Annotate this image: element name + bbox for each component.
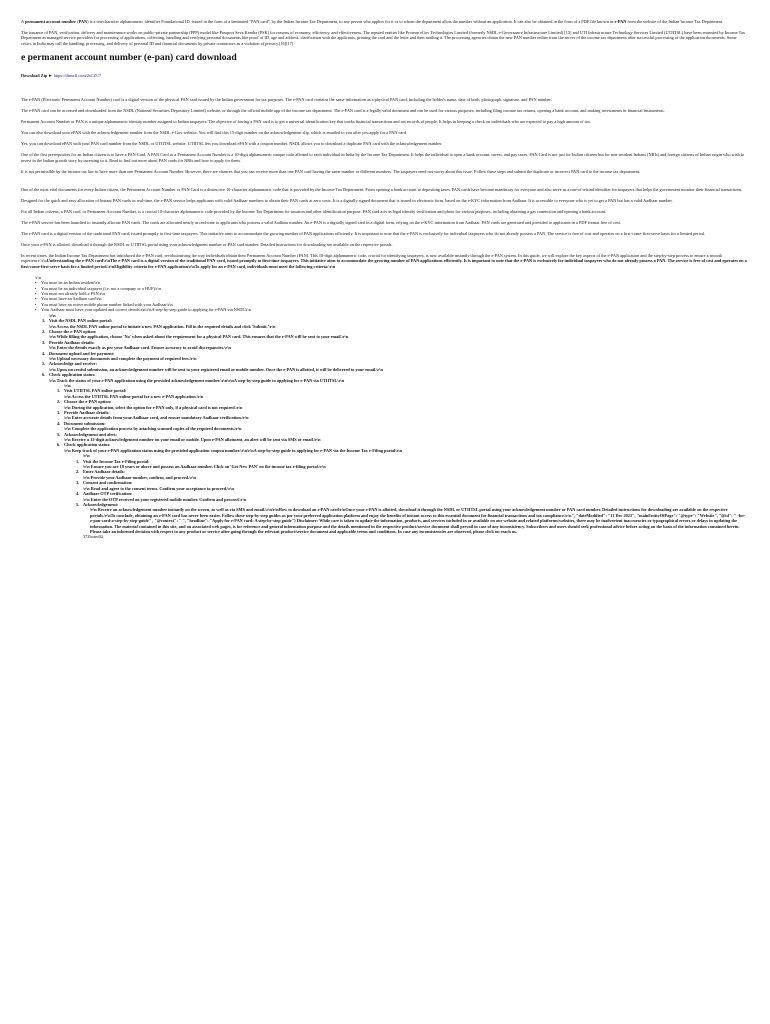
step-detail: \r\n Receive a 15-digit acknowledgement number on your email or mobile. Upon e-PAN allotment, an alert will be sent via SMS or email.\r\n — [64, 437, 321, 443]
utiitsl-step: 1. Visit UTIITSL PAN online portal: \r\n Access the UTIITSL PAN online portal for a new e-PAN application.\r\n — [57, 388, 747, 399]
body-paragraph: Permanent Account Number or PAN is a unique alphanumeric identity number assigned to Indian taxpayers. The objective of having a PAN card is to get a universal identification key that tracks financial transactions and tax records of people. It helps in keeping a check on individuals who are expected to pay a high amount of tax. — [21, 119, 591, 125]
body-paragraph: Designed for the quick and easy allocation of Instant PAN cards in real-time, the e-PAN service helps applicants with valid Aadhaar numbers to obtain their PAN cards at zero costs. It is a digitally signed document that is issued in electronic form, based on the e-KYC information from Aadhaar. It is accessible to everyone who is yet to get a PAN but has a valid Aadhaar number. — [21, 198, 673, 204]
intro-paragraph-issuance: The issuance of PAN, verification, delivery and maintenance works on public-private partnership (PPP) model like Passport Seva Kendra (PSK) for reasons of economy, efficiency, and effectiveness. The reputed entities like Protean eGov Technologies Limited (formerly NSDL e-Governance Infrastructure Limited) [15] and UTI Infrastructure Technology Services Limited (UTIITSL) have been entrusted by Income Tax Department as managed service providers for processing of applications, collecting, handling and verifying personal documents like proof of ID, age and address, clarification with the applicants, printing the card and the letter and then mailing it. The processing agencies obtain the new PAN number online from the server of the income tax department after successful processing of the application documents. Some critics in India may call the handling, processing, and delivery of personal ID and financial documents by private contractors as a violation of privacy.[16][17] — [21, 30, 746, 46]
step-detail: \r\n Access the UTIITSL PAN online portal for a new e-PAN application.\r\n — [64, 393, 204, 399]
article-body — [21, 97, 747, 269]
download-link[interactable]: https://tlinurll.com/2sCZC7 — [53, 72, 102, 78]
efiling-steps-list — [76, 453, 747, 540]
step-title: Acknowledgement: — [83, 501, 119, 507]
criteria-item: • You must be an individual taxpayer (i.e. not a company or a HUF)\r\n — [35, 286, 747, 291]
nsdl-step: 4. Document upload and fee payment: \r\n Upload necessary documents and complete the payment of required fees.\r\n — [42, 351, 747, 362]
efiling-lead: \r\n — [83, 453, 90, 459]
step-detail: \r\n Provide your Aadhaar number, confirm, and proceed.\r\n — [83, 474, 196, 480]
efiling-step: 1. Visit the Income Tax e-Filing portal: \r\n Ensure you are 18 years or above and possess an Aadhaar number. Click on 'Get New PAN' on the income tax e-filing portal.\r\n — [76, 459, 747, 470]
utiitsl-step: 5. Acknowledgement and alert: \r\n Receive a 15-digit acknowledgement number on your email or mobile. Upon e-PAN allotment, an alert will be sent via SMS or email.\r\n — [57, 432, 747, 443]
step-detail: \r\n Ensure you are 18 years or above and possess an Aadhaar number. Click on 'Get New PAN' on the income tax e-filing portal.\r\n — [83, 464, 326, 470]
nsdl-step: 3. Provide Aadhaar details: \r\n Enter the details exactly as per your Aadhaar card. Ensure accuracy to avoid discrepancies.\r\n — [42, 340, 747, 351]
step-detail: \r\n Upload necessary documents and complete the payment of required fees.\r\n — [49, 355, 197, 361]
step-detail: \r\n Receive an acknowledgement number instantly on the screen, as well as via SMS and email.\r\n\r\nHow to download an e-PAN card\r\nOnce your e-PAN is allotted, download it through the NSDL or UTIITSL portal using your acknowledgement number or PAN card number. Detailed instructions for downloading are available on the respective portals.\r\nTo conclude, obtaining an e-PAN card has never been easier. Follow these step-by-step guides as per your preferred application platform and enjoy the benefits of instant access to this essential document for financial transactions and tax compliance.\r\n", "dateModified": "11 Dec 2023", "mainEntityOfPage": "@type": "Website", "@id": " -for-e-pan-card-a-step-by-step-guide" , "@context": " ", "headline": "Apply for e-PAN card: A step-by-step guide"} Disclaimer: While care is taken to update the information, products, and services included in or available on our website and related platforms/websites, there may be inadvertent inaccuracies or typographical errors or delays in updating the information. The material contained in this site, and on associated web pages, is for reference and general information purpose and the details mentioned in the respective product/service document shall prevail in case of any inconsistency. Subscribers and users should seek professional advice before acting on the basis of the information contained herein. Please take an informed decision with respect to any product or service after going through the relevant product/service document and applicable terms and conditions. In case any inconsistencies are observed, please click on reach us. — [90, 507, 746, 534]
step-title: Acknowledge and receive: — [49, 361, 97, 367]
body-paragraph: One of the first prerequisites for an Indian citizen is to have a PAN Card. A PAN Card or a Permanent Account Number is a 10-digit alphanumeric unique code allotted to each individual in India by the Income Tax Department. It helps the individual to open a bank account, invest, and pay taxes. PAN Card is not just for Indian citizens but for non-resident Indians (NRIs) and foreign citizens of Indian origin who wish to invest in the Indian growth story by investing in it. Read to find out more about PAN cards for NRIs and how to apply for them. — [21, 152, 745, 163]
utiitsl-step: 4. Document submission: \r\n Complete the application process by attaching scanned copies of the required documents.\r\n — [57, 421, 747, 432]
step-title: Choose the e-PAN option: — [49, 328, 97, 334]
footer-code: 372bcaedf2 — [83, 534, 104, 540]
step-title: Aadhaar OTP verification: — [83, 491, 133, 497]
utiitsl-lead: \r\n — [64, 382, 71, 388]
efiling-step: 2. Enter Aadhaar details: \r\n Provide your Aadhaar number, confirm, and proceed.\r\n — [76, 469, 747, 480]
step-detail: \r\n Enter the details exactly as per your Aadhaar card. Ensure accuracy to avoid discrepancies.\r\n — [49, 345, 231, 351]
body-paragraph: You can also download your ePAN with the acknowledgement number from the NSDL e-Gov website. You will find this 15-digit number on the acknowledgement slip, which is emailed to you after you apply for a PAN card. — [21, 130, 407, 136]
step-title: Provide Aadhaar details: — [49, 339, 95, 345]
step-detail: \r\n Enter the OTP received on your registered mobile number. Confirm and proceed.\r\n — [83, 496, 247, 502]
step-title: Consent and confirmation: — [83, 480, 133, 486]
utiitsl-step: 6. Check application status: \r\n Keep track of your e-PAN application status using the provided application coupon number.\r\n\r\nA step-by-step guide to applying for e-PAN via the Income Tax e-Filing portal\r\n — [57, 442, 747, 453]
step-title: Visit the NSDL PAN online portal: — [49, 318, 113, 324]
step-detail: \r\n Access the NSDL PAN online portal to initiate a new PAN application. Fill in the required details and click 'Submit.'\r\n — [49, 323, 276, 329]
step-detail: \r\n Enter accurate details from your Aadhaar card, and ensure mandatory Aadhaar verification.\r\n — [64, 415, 249, 421]
nsdl-lead: \r\n — [49, 312, 56, 318]
efiling-step: 4. Aadhaar OTP verification: \r\n Enter the OTP received on your registered mobile number. Confirm and proceed.\r\n — [76, 491, 747, 502]
nsdl-steps-list — [42, 313, 747, 383]
step-title: Provide Aadhaar details: — [64, 410, 110, 415]
criteria-lead: \r\n — [35, 274, 41, 280]
step-title: Document upload and fee payment: — [49, 350, 115, 356]
body-paragraph: The e-PAN (Electronic Permanent Account Number) card is a digital version of the physical PAN card issued by the Indian government for tax purposes. The e-PAN card contains the same information as a physical PAN card, including the holder's name, date of birth, photograph, signature, and PAN number. — [21, 97, 552, 103]
body-paragraph: Yes, you can download ePAN with your PAN card number from the NSDL or UTIITSL website. UTIITSL lets you download ePAN with a coupon number. NSDL allows you to download a duplicate PAN card with the acknowledgement number. — [21, 141, 443, 147]
eligibility-criteria-list — [35, 275, 747, 313]
step-detail: \r\n Upon successful submission, an acknowledgement number will be sent to your registered email or mobile number. Once the e-PAN is allotted, it will be delivered to your email.\r\n — [49, 366, 383, 372]
body-paragraph: The e-PAN card is a digital version of the traditional PAN card, issued promptly to first-time taxpayers. This initiative aims to accommodate the growing number of PAN applications efficiently. It is important to note that the e-PAN is exclusively for individual taxpayers who do not already possess a PAN. The service is free of cost and operates on a first-come-first-serve basis for a limited period. — [21, 231, 706, 237]
body-paragraph: The e-PAN card can be accessed and downloaded from the NSDL (National Securities Depository Limited) website, or through the official mobile app of the income tax department. The e-PAN card is a legally valid document and can be used for various purposes, including filing income tax returns, opening a bank account, and making investments in financial instruments. — [21, 108, 665, 114]
utiitsl-step: 3. Provide Aadhaar details: \r\n Enter accurate details from your Aadhaar card, and ensure mandatory Aadhaar verification.\r\n — [57, 410, 747, 421]
step-title: Enter Aadhaar details: — [83, 469, 125, 475]
intro-paragraph-pan: A permanent account number (PAN) is a ten-character alphanumeric identifier Foundational ID, issued in the form of a laminated "PAN card", by the Indian Income Tax Department, to any person who applies for it or to whom the department allots the number without an application. It can also be obtained in the form of a PDF file known as e-PAN from the website of the Indian Income Tax Department. — [21, 19, 724, 24]
body-paragraph: Once your e-PAN is allotted, download it through the NSDL or UTIITSL portal using your acknowledgment number or PAN card number. Detailed instructions for downloading are available on the respective portals. — [21, 242, 393, 248]
step-detail: \r\n While filling the application, choose 'No' when asked about the requirement for a physical PAN card. This ensures that the e-PAN will be sent to your email.\r\n — [49, 334, 349, 340]
nsdl-step: 1. Visit the NSDL PAN online portal: \r\n Access the NSDL PAN online portal to initiate a new PAN application. Fill in the required details and click 'Submit.'\r\n — [42, 318, 747, 329]
step-detail: \r\n Track the status of your e-PAN application using the provided acknowledgement number.\r\n\r\nA step-by-step guide to applying for e-PAN via UTIITSL\r\n — [49, 377, 344, 383]
step-title: Check application status: — [49, 372, 96, 378]
step-detail: \r\n Read and agree to the consent terms. Confirm your acceptance to proceed.\r\n — [83, 485, 234, 491]
step-title: Choose the e-PAN option: — [64, 399, 112, 405]
body-paragraph: For all Indian citizens, a PAN card, or Permanent Account Number, is a crucial 10-character alphanumeric code provided by the Income Tax Department for taxation and other identification purpose. PAN card acts as legal identity verification and photo for various purposes, including obtaining a gas connection and opening a bank account. — [21, 209, 606, 215]
criteria-item: • You must not already hold a PAN\r\n — [35, 291, 747, 296]
step-detail: \r\n Keep track of your e-PAN application status using the provided application coupon number.\r\n\r\nA step-by-step guide to applying for e-PAN via the Income Tax e-Filing portal\r\n — [64, 447, 402, 453]
efiling-step: 5. Acknowledgement: \r\n Receive an acknowledgement number instantly on the screen, as well as via SMS and email.\r\n\r\nHow to download an e-PAN card\r\nOnce your e-PAN is allotted, download it through the NSDL or UTIITSL portal using your acknowledgement number or PAN card number. Detailed instructions for downloading are available on the respective portals.\r\nTo conclude, obtaining an e-PAN card has never been easier. Follow these step-by-step guides as per your preferred application platform and enjoy the benefits of instant access to this essential document for financial transactions and tax compliance.\r\n", "dateModified": "11 Dec 2023", "mainEntityOfPage": "@type": "Website", "@id": " -for-e-pan-card-a-step-by-step-guide" , "@context": " ", "headline": "Apply for e-PAN card: A step-by-step guide"} Disclaimer: While care is taken to update the information, products, and services included in or available on our website and related platforms/websites, there may be inadvertent inaccuracies or typographical errors or delays in updating the information. The material contained in this site, and on associated web pages, is for reference and general information purpose and the details mentioned in the respective product/service document shall prevail in case of any inconsistency. Subscribers and users should seek professional advice before acting on the basis of the information contained herein. Please take an informed decision with respect to any product or service after going through the relevant product/service document and applicable terms and conditions. In case any inconsistencies are observed, please click on reach us. — [76, 501, 746, 534]
download-line: Download Zip ► https://tlinurll.com/2sCZC7 — [21, 72, 102, 78]
page-title: e permanent account number (e-pan) card download — [21, 51, 237, 63]
criteria-item: • You must be an Indian resident\r\n — [35, 280, 747, 285]
step-title: Acknowledgement and alert: — [64, 431, 117, 437]
body-paragraph: It is not permissible by the income tax law to have more than one Permanent Account Number. However, there are chances that you can receive more than one PAN card having the same number or different numbers. The taxpayers need not worry about this issue. Follow these steps and submit the duplicate or incorrect PAN card to the income tax department. — [21, 168, 640, 174]
criteria-item: • Your Aadhaar must have your updated and correct details\r\n\r\nA step-by-step guide to applying for e-PAN via NSDL\r\n — [35, 307, 747, 312]
criteria-item: • You must have an active mobile phone number linked with your Aadhaar\r\n — [35, 302, 747, 307]
step-detail: \r\n Complete the application process by attaching scanned copies of the required documents.\r\n — [64, 426, 242, 432]
efiling-step: 3. Consent and confirmation: \r\n Read and agree to the consent terms. Confirm your acceptance to proceed.\r\n — [76, 480, 747, 491]
utiitsl-steps-list — [57, 383, 747, 453]
nsdl-step: 6. Check application status: \r\n Track the status of your e-PAN application using the provided acknowledgement number.\r\n\r\nA step-by-step guide to applying for e-PAN via UTIITSL\r\n — [42, 372, 747, 383]
step-title: Document submission: — [64, 420, 106, 426]
recent-paragraph: In recent times, the Indian Income Tax Department has introduced the e-PAN card, revolutionising the way individuals obtain their Permanent Account Number (PAN). This 10-digit alphanumeric code, crucial for identifying taxpayers, is now available instantly through the e-PAN system. In this guide, we will explore the key aspects of the e-PAN application and the step-by-step process to ensure a smooth experience.\r\nUnderstanding the e-PAN card\r\nThe e-PAN card is a digital version of the traditional PAN card, issued promptly to first-time taxpayers. This initiative aims to accommodate the growing number of PAN applications efficiently. It is important to note that the e-PAN is exclusively for individual taxpayers who do not already possess a PAN. The service is free of cost and operates on a first-come-first-serve basis for a limited period.\r\nEligibility criteria for e-PAN application\r\nTo apply for an e-PAN card, individuals must meet the following criteria:\r\n — [21, 253, 747, 269]
criteria-item: • You must have an Aadhaar card\r\n — [35, 296, 747, 301]
nsdl-step: 2. Choose the e-PAN option: \r\n While filling the application, choose 'No' when asked about the requirement for a physical PAN card. This ensures that the e-PAN will be sent to your email.\r\n — [42, 329, 747, 340]
step-title: Visit UTIITSL PAN online portal: — [64, 388, 127, 394]
step-title: Visit the Income Tax e-Filing portal: — [83, 458, 150, 464]
document-page — [21, 19, 747, 540]
step-detail: \r\n During the application, select the option for e-PAN only, if a physical card is not required.\r\n — [64, 404, 243, 410]
nsdl-step: 5. Acknowledge and receive: \r\n Upon successful submission, an acknowledgement number will be sent to your registered email or mobile number. Once the e-PAN is allotted, it will be delivered to your email.\r\n — [42, 361, 747, 372]
body-paragraph: One of the most vital documents for every Indian citizen, the Permanent Account Number or PAN Card is a distinctive 10-character alphanumeric code that is provided by the Income Tax Department. From opening a bank account to depositing taxes, PAN cards have become mandatory for everyone and also serve as a one-of-a-kind identifier for taxpayers that helps the government monitor their financial transactions. — [21, 187, 743, 193]
body-paragraph: The e-PAN service has been launched to instantly allocate PAN cards. The cards are allocated nearly in real-time to applicants who possess a valid Aadhaar number. An e-PAN is a digitally signed card in a digital form, relying on the e-KYC information from Aadhaar. PAN cards are generated and provided to applicants in a PDF format free of cost. — [21, 220, 621, 226]
utiitsl-step: 2. Choose the e-PAN option: \r\n During the application, select the option for e-PAN only, if a physical card is not required.\r\n — [57, 399, 747, 410]
step-title: Check application status: — [64, 442, 111, 448]
